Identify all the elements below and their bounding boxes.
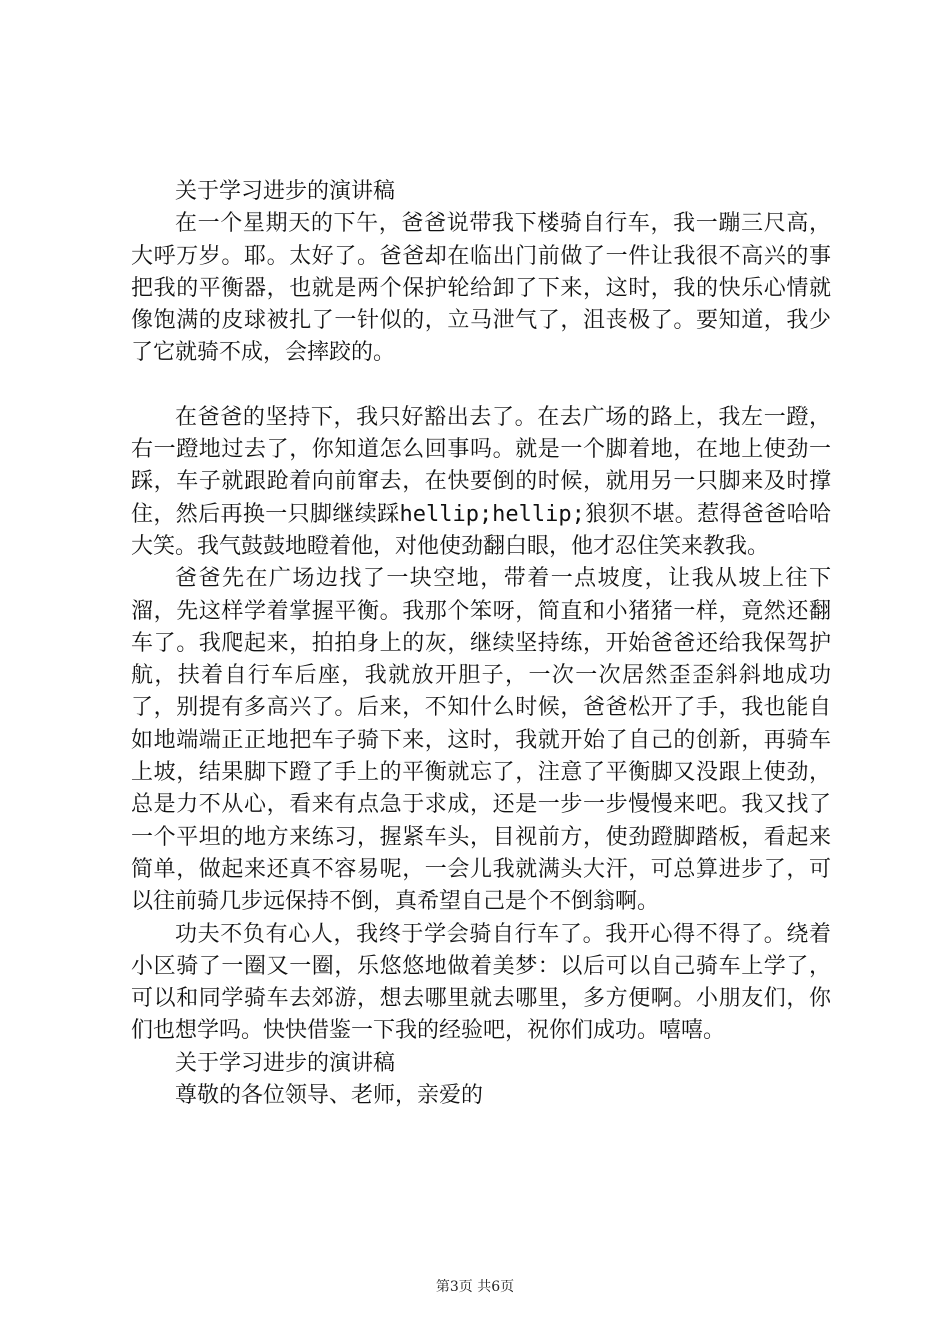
paragraph: 在爸爸的坚持下，我只好豁出去了。在去广场的路上，我左一蹬，右一蹬地过去了，你知道怎么回事吗。就是一个脚着地，在地上使劲一踩，车子就跟跄着向前窜去，在快要倒的时候，就用另一只脚来及时撑住，然后再换一只脚继续踩hellip;hellip;狼狈不堪。惹得爸爸哈哈大笑。我气鼓鼓地瞪着他，对他使劲翻白眼，他才忍住笑来教我。	[131, 404, 831, 559]
section-title: 关于学习进步的演讲稿	[175, 179, 396, 204]
paragraph: 功夫不负有心人，我终于学会骑自行车了。我开心得不得了。绕着小区骑了一圈又一圈，乐悠悠地做着美梦：以后可以自己骑车上学了，可以和同学骑车去郊游，想去哪里就去哪里，多方便啊。小朋友们，你们也想学吗。快快借鉴一下我的经验吧，祝你们成功。嘻嘻。	[131, 921, 831, 1044]
paragraph: 爸爸先在广场边找了一块空地，带着一点坡度，让我从坡上往下溜，先这样学着掌握平衡。我那个笨呀，简直和小猪猪一样，竟然还翻车了。我爬起来，拍拍身上的灰，继续坚持练，开始爸爸还给我保驾护航，扶着自行车后座，我就放开胆子，一次一次居然歪歪斜斜地成功了，别提有多高兴了。后来，不知什么时候，爸爸松开了手，我也能自如地端端正正地把车子骑下来，这时，我就开始了自己的创新，再骑车上坡，结果脚下蹬了手上的平衡就忘了，注意了平衡脚又没跟上使劲，总是力不从心，看来有点急于求成，还是一步一步慢慢来吧。我又找了一个平坦的地方来练习，握紧车头，目视前方，使劲蹬脚踏板，看起来简单，做起来还真不容易呢，一会儿我就满头大汗，可总算进步了，可以往前骑几步远保持不倒，真希望自己是个不倒翁啊。	[131, 566, 831, 915]
paragraph: 在一个星期天的下午，爸爸说带我下楼骑自行车，我一蹦三尺高，大呼万岁。耶。太好了。爸爸却在临出门前做了一件让我很不高兴的事把我的平衡器，也就是两个保护轮给卸了下来，这时，我的快乐心情就像饱满的皮球被扎了一针似的，立马泄气了，沮丧极了。要知道，我少了它就骑不成，会摔跤的。	[131, 211, 831, 366]
paragraph: 尊敬的各位领导、老师，亲爱的	[175, 1083, 484, 1109]
document-body	[131, 176, 831, 1112]
page-footer: 第3页 共6页	[435, 1279, 515, 1295]
section-title: 关于学习进步的演讲稿	[175, 1050, 396, 1076]
